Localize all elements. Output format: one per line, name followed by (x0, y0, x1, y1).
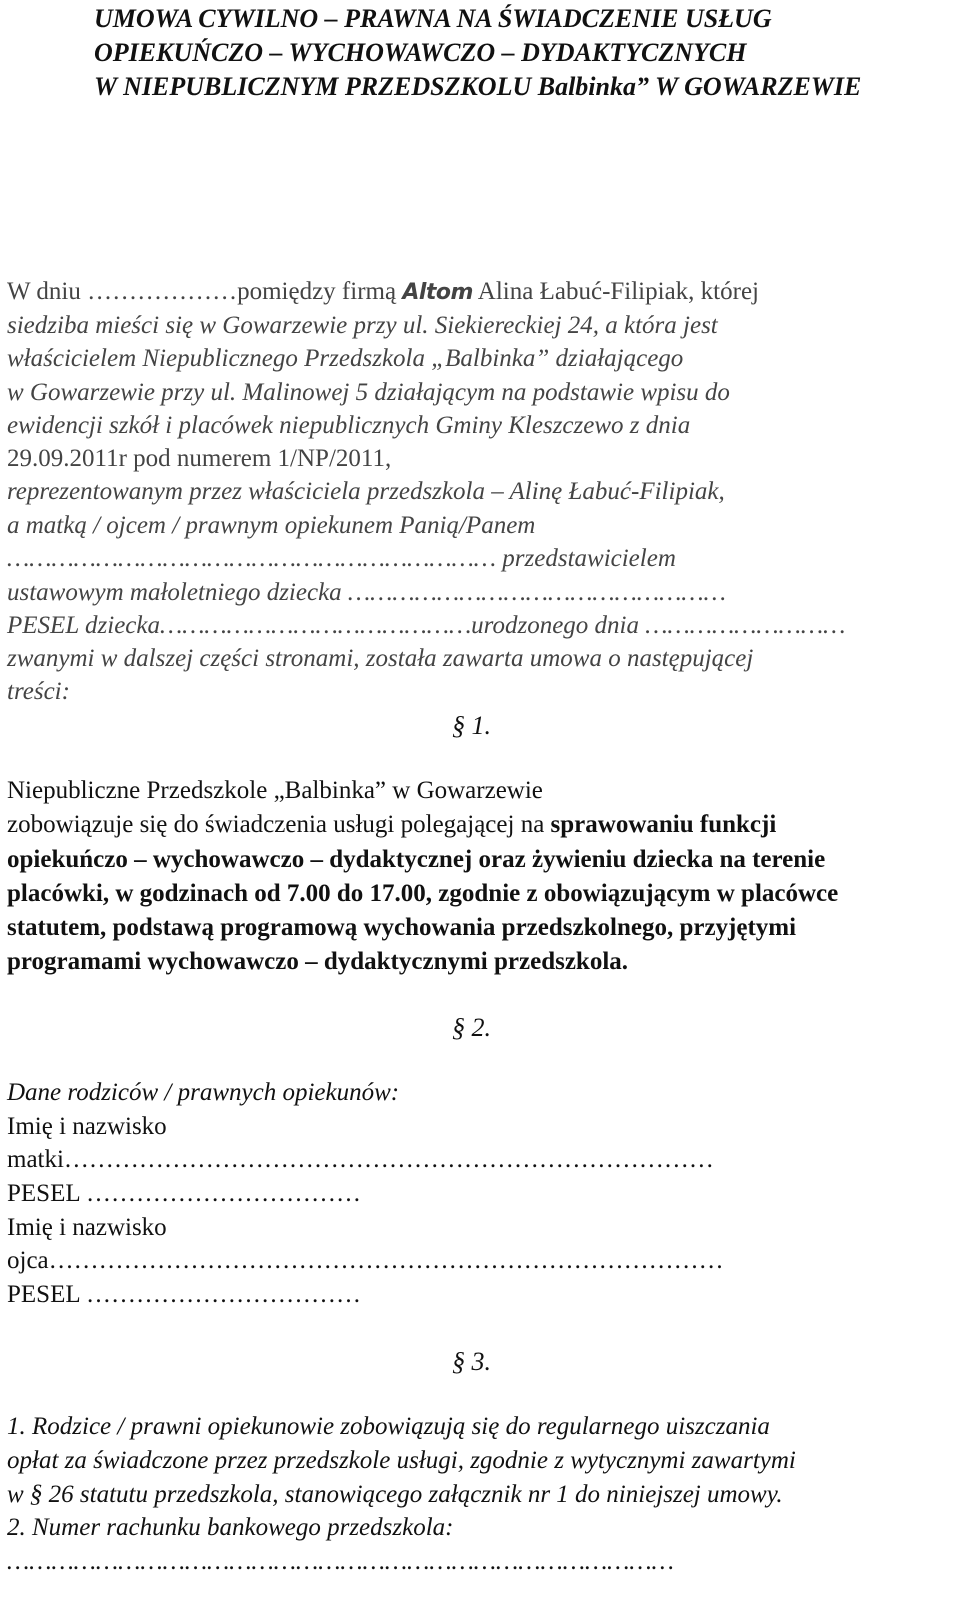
section-1-line-1: Niepubliczne Przedszkole „Balbinka” w Gowarzewie (7, 777, 543, 804)
intro-line-1 (7, 276, 953, 309)
section-1-line-5: statutem, podstawą programową wychowania przedszkolnego, przyjętymi (7, 914, 797, 941)
section-3-line-4: 2. Numer rachunku bankowego przedszkola: (7, 1514, 454, 1541)
section-2-line-2: Imię i nazwisko (7, 1113, 167, 1140)
altom-logo: Altom (402, 280, 473, 305)
section-1-line-4: placówki, w godzinach od 7.00 do 17.00, zgodnie z obowiązującym w placówce (7, 880, 839, 907)
title-line-1: UMOWA CYWILNO – PRAWNA NA ŚWIADCZENIE USŁUG (94, 4, 772, 33)
intro-line-5: ewidencji szkół i placówek niepublicznych Gminy Kleszczewo z dnia (7, 412, 691, 439)
section-3-line-5: ……………………………………………………………………………… (7, 1548, 674, 1575)
title-line-3: W NIEPUBLICZNYM PRZEDSZKOLU Balbinka” W GOWARZEWIE (94, 72, 862, 101)
section-1-line-6: programami wychowawczo – dydaktycznymi przedszkola. (7, 948, 629, 975)
section-1-mark: § 1. (452, 711, 491, 740)
intro-date-text: W dniu ………………pomiędzy firmą (7, 278, 403, 305)
intro-line-4: w Gowarzewie przy ul. Malinowej 5 działającym na podstawie wpisu do (7, 379, 730, 406)
intro-line-8: a matką / ojcem / prawnym opiekunem Panią/Panem (7, 512, 536, 539)
section-3-line-1: 1. Rodzice / prawni opiekunowie zobowiązują się do regularnego uiszczania (7, 1413, 770, 1440)
section-2-line-4: PESEL …………………………… (7, 1180, 361, 1207)
section-3-mark: § 3. (452, 1347, 491, 1376)
section-2-line-7: PESEL …………………………… (7, 1281, 361, 1308)
title-line-2: OPIEKUŃCZO – WYCHOWAWCZO – DYDAKTYCZNYCH (94, 38, 747, 67)
intro-line-11: PESEL dziecka……………………………………urodzonego dnia ……………………… (7, 612, 846, 639)
intro-line-6: 29.09.2011r pod numerem 1/NP/2011, (7, 445, 392, 472)
section-2-line-3: matki…………………………………………………………………… (7, 1146, 714, 1173)
intro-line-13: treści: (7, 678, 70, 705)
intro-line-12: zwanymi w dalszej części stronami, została zawarta umowa o następującej (7, 645, 754, 672)
section-2-line-6: ojca……………………………………………………………………… (7, 1247, 724, 1274)
intro-line-10: ustawowym małoletniego dziecka …………………………………………… (7, 579, 726, 606)
intro-line-9: ………………………………………………………… przedstawicielem (7, 545, 676, 572)
intro-line-3: właścicielem Niepublicznego Przedszkola „Balbinka” działającego (7, 345, 684, 372)
intro-line-7: reprezentowanym przez właściciela przedszkola – Alinę Łabuć-Filipiak, (7, 478, 725, 505)
section-1-line-2-bold: sprawowaniu funkcji (550, 811, 777, 838)
section-1-line-2-text: zobowiązuje się do świadczenia usługi polegającej na (7, 811, 551, 838)
section-2-mark: § 2. (452, 1013, 491, 1042)
section-2-line-5: Imię i nazwisko (7, 1214, 167, 1241)
section-1-line-2 (7, 809, 953, 841)
section-2-line-1: Dane rodziców / prawnych opiekunów: (7, 1079, 400, 1106)
section-3-line-2: opłat za świadczone przez przedszkole usługi, zgodnie z wytycznymi zawartymi (7, 1447, 796, 1474)
section-3-line-3: w § 26 statutu przedszkola, stanowiącego załącznik nr 1 do niniejszej umowy. (7, 1481, 783, 1508)
intro-line-2: siedziba mieści się w Gowarzewie przy ul. Siekiereckiej 24, a która jest (7, 312, 718, 339)
section-1-line-3: opiekuńczo – wychowawczo – dydaktycznej oraz żywieniu dziecka na terenie (7, 846, 826, 873)
intro-owner-text: Alina Łabuć-Filipiak, której (472, 278, 759, 305)
